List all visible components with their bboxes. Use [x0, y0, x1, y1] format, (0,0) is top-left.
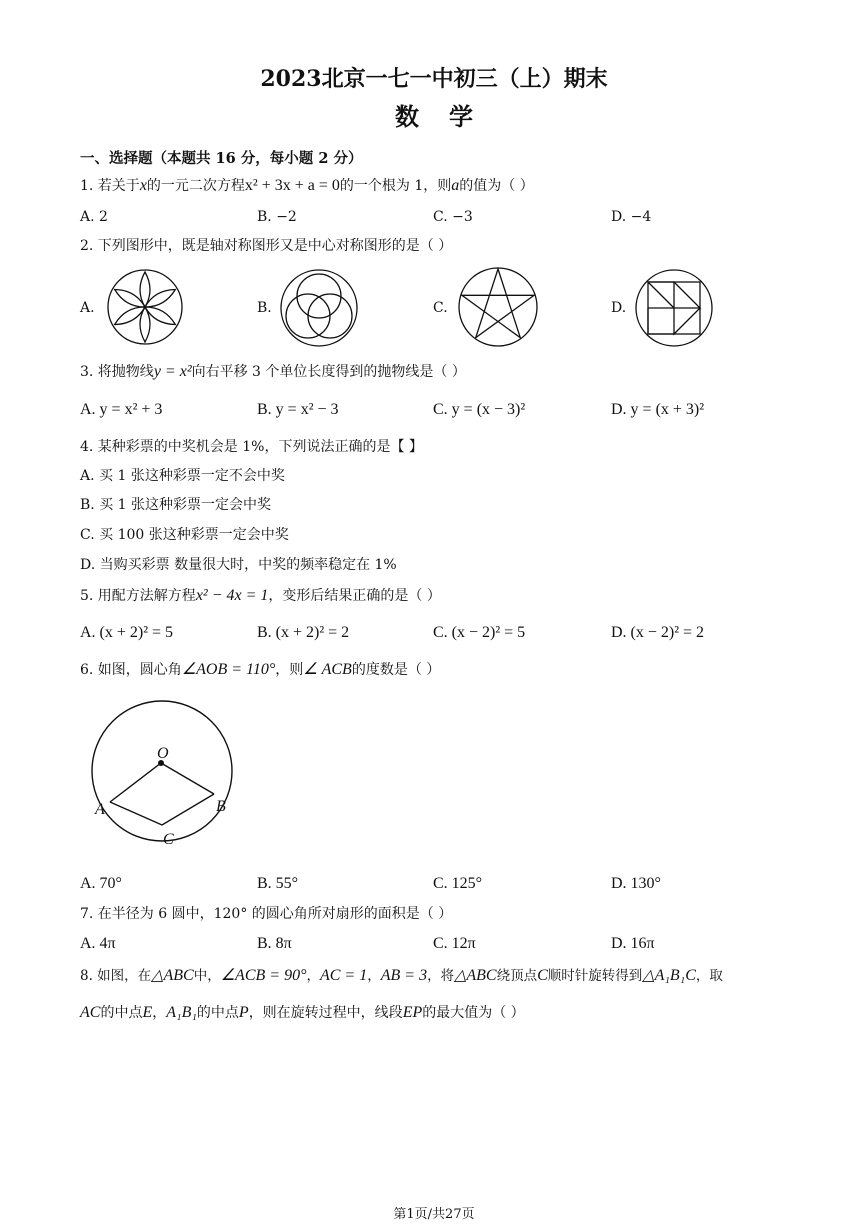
question-7-stem: 7. 在半径为 6 圆中，120° 的圆心角所对扇形的面积是（ ） [80, 906, 453, 922]
q8-ab-value: AB = 3 [380, 967, 428, 984]
q6-label-o: O [157, 745, 169, 762]
question-5-stem [80, 587, 441, 605]
q2-label-c: C. [433, 300, 448, 316]
q1-option-c: C. −3 [433, 209, 473, 225]
q1-var-x: x [139, 177, 147, 194]
q7-option-b: B. 8π [257, 935, 292, 952]
q8-point-c: C [537, 967, 548, 984]
q2-label-d: D. [611, 300, 627, 316]
section-heading: 一、选择题（本题共 16 分，每小题 2 分） [80, 150, 363, 167]
q6-label-b: B [216, 798, 226, 815]
q4-option-d: D. 当购买彩票 数量很大时，中奖的频率稳定在 1% [80, 557, 397, 573]
q8-text-2b: 的中点 [100, 1005, 143, 1021]
q3-text-b: 向右平移 3 个单位长度得到的抛物线是（ ） [191, 364, 466, 380]
question-2-stem: 2. 下列图形中，既是轴对称图形又是中心对称图形的是（ ） [80, 238, 453, 254]
q1-equation: x² + 3x + a = 0 [244, 177, 340, 194]
q3-option-b: B. y = x² − 3 [257, 401, 339, 418]
q6-text-a: 6. 如图，圆心角 [80, 662, 182, 678]
q6-option-a: A. 70° [80, 875, 122, 892]
q7-option-a: A. 4π [80, 935, 116, 952]
q6-label-c: C [163, 831, 174, 848]
q4-option-a: A. 买 1 张这种彩票一定不会中奖 [80, 468, 285, 484]
q3-option-c: C. y = (x − 3)² [433, 401, 526, 418]
q8-segment-ep: EP [402, 1004, 423, 1021]
q1-text-c: 的一个根为 1，则 [339, 178, 452, 194]
q8-point-e: E [142, 1004, 153, 1021]
q2-figure-c-pentagram [457, 266, 539, 348]
q5-equation: x² − 4x = 1 [195, 587, 269, 604]
q2-figure-b-three-circles [279, 268, 359, 348]
q6-equation-2: ∠ ACB [303, 661, 352, 678]
q2-figure-a-flower [106, 268, 184, 346]
q2-label-a: A. [80, 300, 95, 316]
q7-option-d: D. 16π [611, 935, 655, 952]
q8-text-1d: ， [367, 968, 381, 984]
q6-circle-figure [90, 695, 240, 850]
q6-inscribed-angle-lines [110, 794, 214, 825]
q8-text-2d: ， [152, 1005, 167, 1021]
question-6-stem [80, 661, 440, 679]
q8-text-1g: 顺时针旋转得到 [547, 968, 643, 984]
q6-option-d: D. 130° [611, 875, 661, 892]
q3-option-a: A. y = x² + 3 [80, 401, 163, 418]
question-3-stem [80, 363, 466, 381]
q6-text-b: ，则 [275, 662, 304, 678]
q5-option-a: A. (x + 2)² = 5 [80, 624, 174, 641]
q5-option-c: C. (x − 2)² = 5 [433, 624, 526, 641]
q8-triangle-a1b1c: △A₁B₁C [642, 967, 696, 984]
q8-text-1h: ，取 [695, 968, 723, 984]
q6-label-a: A [95, 801, 105, 818]
q8-ac-value: AC = 1 [319, 967, 368, 984]
question-8-line-1 [80, 967, 723, 985]
q5-text-a: 5. 用配方法解方程 [80, 588, 196, 604]
page-title: 2023北京一七一中初三（上）期末 [260, 66, 608, 92]
q1-text-b: 的一元二次方程 [146, 178, 245, 194]
question-4-stem: 4. 某种彩票的中奖机会是 1%，下列说法正确的是【 】 [80, 439, 423, 455]
q6-option-b: B. 55° [257, 875, 299, 892]
q3-equation: y = x² [153, 363, 192, 380]
question-8-line-2 [80, 1004, 525, 1022]
q8-text-2j: 的最大值为（ ） [422, 1005, 525, 1021]
q6-option-c: C. 125° [433, 875, 483, 892]
q1-option-a: A. 2 [80, 209, 108, 225]
q8-text-1e: ，将 [427, 968, 455, 984]
q8-angle-acb: ∠ACB = 90° [220, 967, 307, 984]
q6-equation-1: ∠AOB = 110° [181, 661, 276, 678]
q8-segment-a1b1: A₁B₁ [166, 1004, 197, 1021]
q8-text-1b: 中， [193, 968, 221, 984]
q6-text-c: 的度数是（ ） [351, 662, 441, 678]
q8-segment-ac: AC [80, 1004, 101, 1021]
q5-option-b: B. (x + 2)² = 2 [257, 624, 350, 641]
q4-option-b: B. 买 1 张这种彩票一定会中奖 [80, 497, 271, 513]
page-footer: 第1页/共27页 [393, 1207, 475, 1222]
q1-var-a: a [451, 177, 460, 194]
q4-option-c: C. 买 100 张这种彩票一定会中奖 [80, 527, 289, 543]
q8-text-1c: ， [306, 968, 320, 984]
q8-text-1a: 8. 如图，在 [80, 968, 152, 984]
q5-option-d: D. (x − 2)² = 2 [611, 624, 705, 641]
question-1-stem [80, 177, 534, 195]
q1-option-b: B. −2 [257, 209, 297, 225]
subject-title: 数学 [395, 102, 503, 131]
q1-text-d: 的值为（ ） [459, 178, 534, 194]
q1-text-a: 1. 若关于 [80, 178, 140, 194]
q8-text-2h: ，则在旋转过程中，线段 [248, 1005, 403, 1021]
q2-figure-d-pinwheel [634, 268, 714, 348]
q8-triangle-abc-2: △ABC [454, 967, 497, 984]
q5-text-b: ，变形后结果正确的是（ ） [268, 588, 441, 604]
q8-text-1f: 绕顶点 [496, 968, 538, 984]
q8-triangle-abc: △ABC [151, 967, 194, 984]
q3-text-a: 3. 将抛物线 [80, 364, 154, 380]
q2-label-b: B. [257, 300, 272, 316]
q8-text-2f: 的中点 [196, 1005, 239, 1021]
q1-option-d: D. −4 [611, 209, 652, 225]
q6-circle [92, 701, 232, 841]
q7-option-c: C. 12π [433, 935, 476, 952]
q6-central-angle-lines [110, 763, 214, 802]
q3-option-d: D. y = (x + 3)² [611, 401, 705, 418]
q8-point-p: P [238, 1004, 249, 1021]
